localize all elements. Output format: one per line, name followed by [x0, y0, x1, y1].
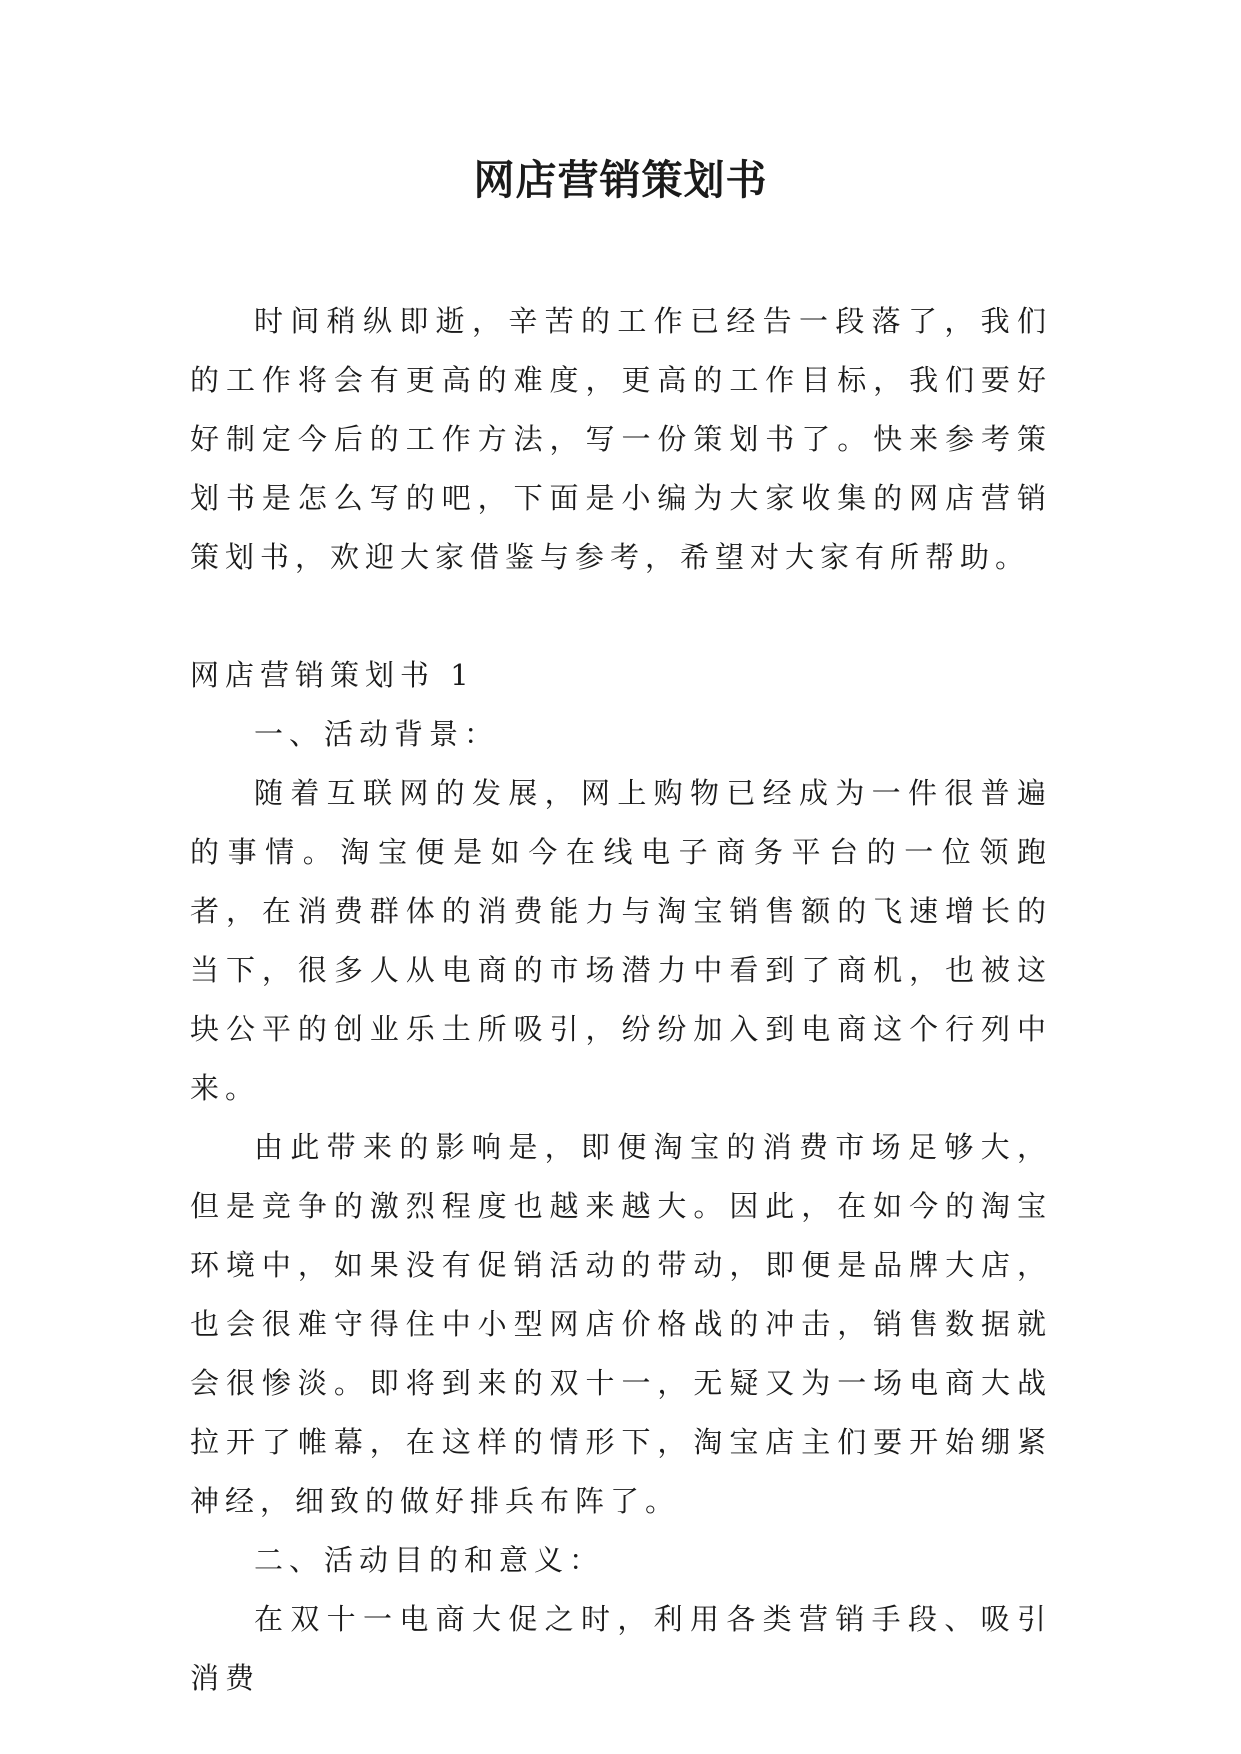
- document-body: [190, 292, 1052, 1708]
- intro-paragraph: 时间稍纵即逝，辛苦的工作已经告一段落了，我们的工作将会有更高的难度，更高的工作目标，我们要好好制定今后的工作方法，写一份策划书了。快来参考策划书是怎么写的吧，下面是小编为大家收集的网店营销策划书，欢迎大家借鉴与参考，希望对大家有所帮助。: [190, 304, 1052, 574]
- heading-background: 一、活动背景：: [254, 717, 500, 751]
- paragraph-background-1: 随着互联网的发展，网上购物已经成为一件很普遍的事情。淘宝便是如今在线电子商务平台的一位领跑者，在消费群体的消费能力与淘宝销售额的飞速增长的当下，很多人从电商的市场潜力中看到了商机，也被这块公平的创业乐土所吸引，纷纷加入到电商这个行列中来。: [190, 776, 1052, 1105]
- paragraph-purpose: 在双十一电商大促之时，利用各类营销手段、吸引消费: [190, 1602, 1052, 1695]
- paragraph-background-2: 由此带来的影响是，即便淘宝的消费市场足够大，但是竞争的激烈程度也越来越大。因此，在如今的淘宝环境中，如果没有促销活动的带动，即便是品牌大店，也会很难守得住中小型网店价格战的冲击，销售数据就会很惨淡。即将到来的双十一，无疑又为一场电商大战拉开了帷幕，在这样的情形下，淘宝店主们要开始绷紧神经，细致的做好排兵布阵了。: [190, 1130, 1052, 1518]
- document-title: 网店营销策划书: [473, 156, 768, 204]
- heading-purpose: 二、活动目的和意义：: [254, 1543, 605, 1577]
- section-title: 网店营销策划书 1: [190, 658, 475, 692]
- section-1: [190, 646, 1052, 1708]
